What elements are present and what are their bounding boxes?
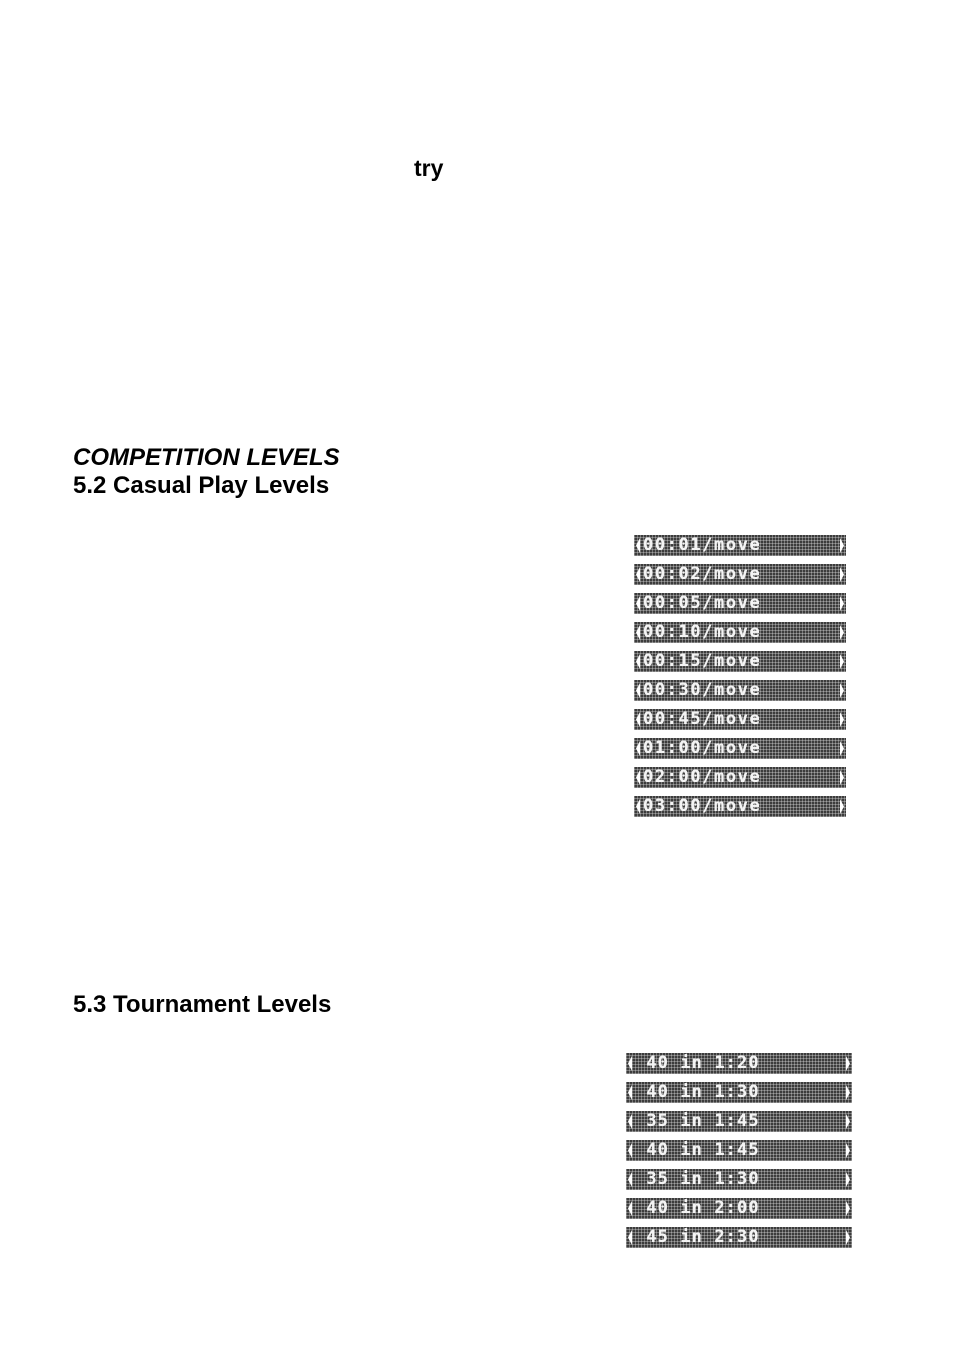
casual-levels-display-list (634, 535, 846, 817)
lcd-text: 00:01/move (643, 535, 762, 555)
tournament-levels-display-list (626, 1053, 852, 1248)
lcd-text: 03:00/move (643, 796, 762, 816)
lcd-display-casual-level (634, 651, 846, 672)
lcd-text: 40 in 1:45 (635, 1140, 772, 1160)
lcd-text: 00:05/move (643, 593, 762, 613)
lcd-display-casual-level (634, 622, 846, 643)
lcd-text: 00:30/move (643, 680, 762, 700)
lcd-text: 00:10/move (643, 622, 762, 642)
section-number: 5.3 (73, 991, 107, 1018)
competition-levels-heading: COMPETITION LEVELS (73, 444, 340, 471)
lcd-display-casual-level (634, 709, 846, 730)
lcd-display-tournament-level (626, 1169, 852, 1190)
lcd-text: 35 in 1:45 (635, 1111, 772, 1131)
lcd-text: 45 in 2:30 (635, 1227, 772, 1247)
section-title: Tournament Levels (113, 991, 332, 1018)
lcd-display-tournament-level (626, 1227, 852, 1248)
lcd-display-casual-level (634, 564, 846, 585)
lcd-text: 40 in 1:20 (635, 1053, 772, 1073)
lcd-display-tournament-level (626, 1053, 852, 1074)
lcd-display-casual-level (634, 680, 846, 701)
heading-fragment: try (414, 155, 444, 181)
lcd-text: 40 in 2:00 (635, 1198, 772, 1218)
lcd-display-tournament-level (626, 1082, 852, 1103)
lcd-text: 00:02/move (643, 564, 762, 584)
lcd-display-casual-level (634, 535, 846, 556)
lcd-text: 00:45/move (643, 709, 762, 729)
lcd-display-tournament-level (626, 1198, 852, 1219)
lcd-display-tournament-level (626, 1140, 852, 1161)
lcd-display-casual-level (634, 738, 846, 759)
lcd-text: 40 in 1:30 (635, 1082, 772, 1102)
lcd-text: 35 in 1:30 (635, 1169, 772, 1189)
lcd-text: 01:00/move (643, 738, 762, 758)
lcd-text: 02:00/move (643, 767, 762, 787)
lcd-display-tournament-level (626, 1111, 852, 1132)
lcd-display-casual-level (634, 796, 846, 817)
lcd-text: 00:15/move (643, 651, 762, 671)
casual-play-levels-heading: 5.2 Casual Play Levels (73, 472, 330, 499)
lcd-display-casual-level (634, 767, 846, 788)
tournament-levels-heading (73, 991, 331, 1019)
lcd-display-casual-level (634, 593, 846, 614)
